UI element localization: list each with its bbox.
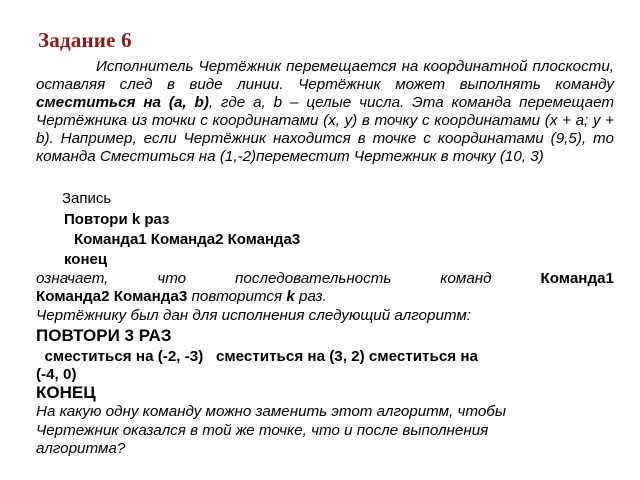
question-line-3: алгоритма? <box>36 440 126 457</box>
intro-bold-command: сместиться на (a, b) <box>36 94 209 111</box>
meaning-text-1: означает, что последовательность команд <box>36 270 541 287</box>
record-label: Запись <box>62 190 112 207</box>
intro-paragraph <box>36 58 614 166</box>
meaning-text-2: повторится <box>187 288 287 305</box>
intro-text-1: Исполнитель Чертёжник перемещается на координатной плоскости, оставляя след в виде линии. Чертёжник может выполнять команду <box>36 58 614 93</box>
meaning-bold-1: Команда1 <box>540 270 614 287</box>
record-repeat: Повтори k раз <box>64 211 170 228</box>
intro-text-2: , где a, b – целые числа. Эта команда перемещает Чертёжника из точки с координатами (x, y) в точку с координатами (x + a; y + b). Например, если Чертёжник находится в точке с координатами (9,5), то команда Сместиться на (1,-2)переместит Чертежник в точку (10, 3) <box>36 94 615 165</box>
meaning-line-1 <box>36 270 614 288</box>
algorithm-commands-line-2: (-4, 0) <box>36 366 77 383</box>
meaning-bold-2: Команда2 Команда3 <box>36 288 188 305</box>
question-line-2: Чертежник оказался в той же точке, что и после выполнения <box>36 422 489 439</box>
question-line-1: На какую одну команду можно заменить этот алгоритм, чтобы <box>36 403 506 420</box>
meaning-bold-k: k <box>286 288 295 305</box>
record-end: конец <box>64 251 108 268</box>
task-title: Задание 6 <box>38 28 132 52</box>
meaning-text-3: раз. <box>294 288 327 305</box>
algorithm-commands-line-1: сместиться на (-2, -3) сместиться на (3, 2) сместиться на <box>36 348 478 365</box>
algorithm-end: КОНЕЦ <box>36 383 96 402</box>
given-line: Чертёжнику был дан для исполнения следующий алгоритм: <box>36 307 472 324</box>
algorithm-repeat: ПОВТОРИ 3 РАЗ <box>36 326 172 345</box>
record-commands: Команда1 Команда2 Команда3 <box>74 231 301 248</box>
meaning-line-2 <box>36 288 614 306</box>
